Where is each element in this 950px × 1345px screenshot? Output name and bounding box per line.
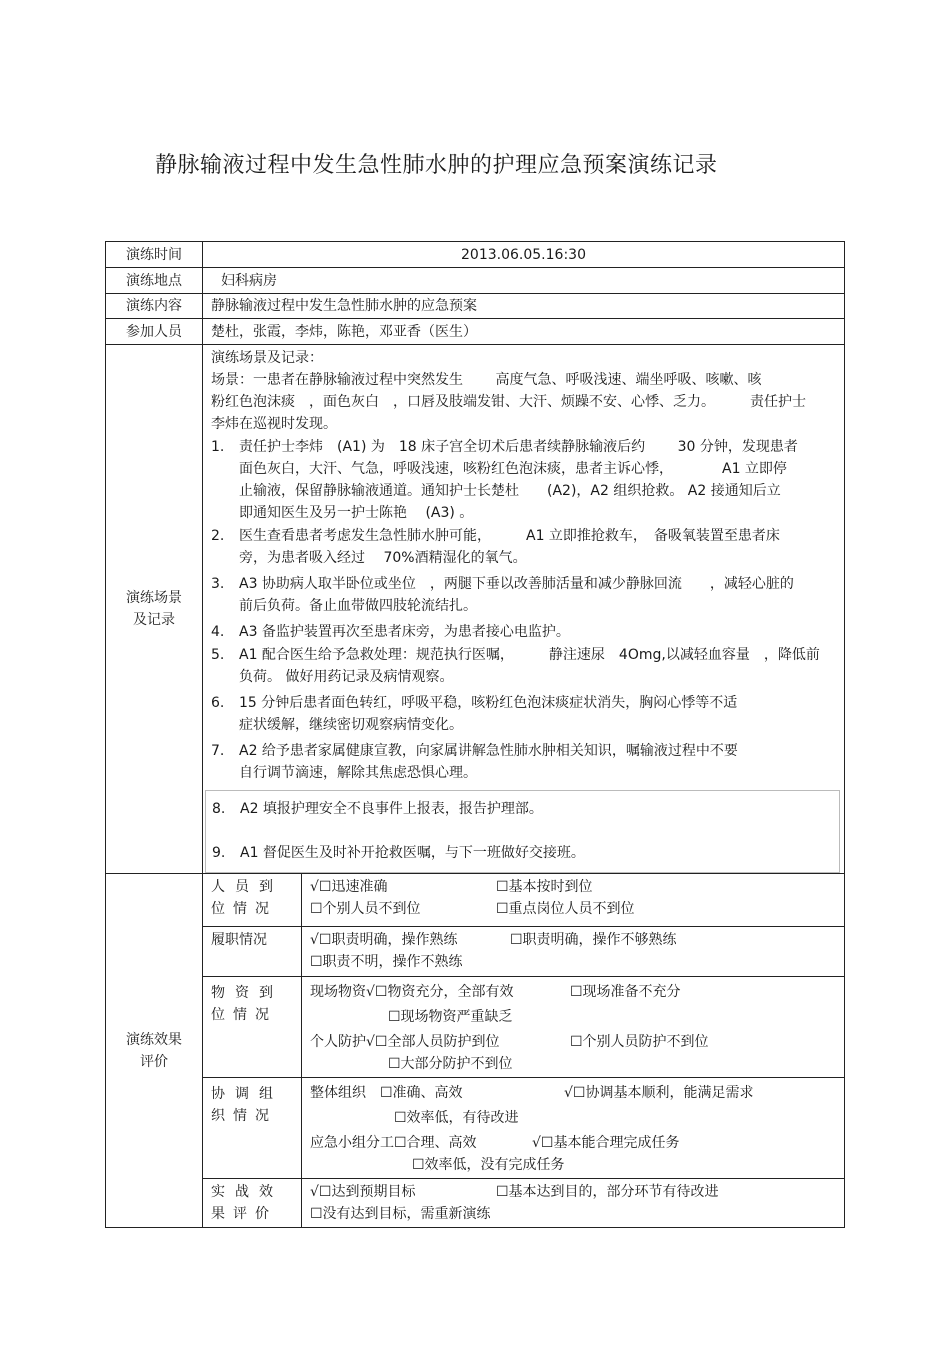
supplies-option[interactable]: 现场物资√☐物资充分，全部有效	[310, 984, 514, 1000]
row-scene	[106, 345, 845, 874]
step-number: 5.	[211, 647, 225, 663]
step-line: A2 给予患者家属健康宣教，向家属讲解急性肺水肿相关知识，嘱输液过程中不要	[239, 743, 738, 759]
personnel-option[interactable]: ☐基本按时到位	[496, 879, 593, 895]
row-time	[106, 242, 845, 268]
scene-label-line1: 演练场景	[126, 590, 182, 606]
coordination-option[interactable]: √☐协调基本顺利，能满足需求	[564, 1085, 754, 1101]
step-line: 医生查看患者考虑发生急性肺水肿可能， A1 立即推抢救车， 备吸氧装置至患者床	[239, 528, 780, 544]
step-number: 3.	[211, 576, 225, 592]
step-9	[212, 842, 839, 864]
coordination-option[interactable]: 应急小组分工☐合理、高效	[310, 1135, 477, 1151]
step-8	[212, 798, 839, 820]
personnel-options	[302, 874, 845, 927]
duty-option[interactable]: ☐职责明确，操作不够熟练	[510, 932, 677, 948]
step-3	[211, 573, 838, 617]
personnel-option[interactable]: ☐个别人员不到位	[310, 901, 421, 917]
row-eval-personnel	[106, 874, 845, 927]
scene-label	[106, 345, 203, 874]
step-line: 负荷。 做好用药记录及病情观察。	[239, 669, 454, 685]
step-number: 8.	[212, 801, 226, 817]
place-value: 妇科病房	[203, 268, 845, 294]
step-number: 2.	[211, 528, 225, 544]
coordination-option[interactable]: ☐效率低，没有完成任务	[412, 1157, 565, 1173]
step-line: 旁，为患者吸入经过 70%酒精湿化的氧气。	[239, 550, 527, 566]
personnel-option[interactable]: ☐重点岗位人员不到位	[496, 901, 635, 917]
step-line: 15 分钟后患者面色转红，呼吸平稳，咳粉红色泡沫痰症状消失，胸闷心悸等不适	[239, 695, 738, 711]
personnel-label: 人员到位情况	[203, 874, 302, 927]
people-value: 楚杜，张霞，李炜，陈艳，邓亚香（医生）	[203, 319, 845, 345]
step-line: A1 配合医生给予急救处理：规范执行医嘱， 静注速尿 4Omg,以减轻血容量 ，降低前	[239, 647, 820, 663]
step-number: 7.	[211, 743, 225, 759]
coordination-option[interactable]: √☐基本能合理完成任务	[532, 1135, 680, 1151]
effect-option[interactable]: √☐达到预期目标	[310, 1184, 416, 1200]
drill-record-table	[105, 241, 845, 1228]
supplies-options	[302, 977, 845, 1078]
evaluation-label	[106, 874, 203, 1228]
effect-options	[302, 1179, 845, 1228]
supplies-option[interactable]: ☐个别人员防护不到位	[570, 1034, 709, 1050]
place-label: 演练地点	[106, 268, 203, 294]
time-value: 2013.06.05.16:30	[203, 242, 845, 268]
supplies-option[interactable]: ☐现场准备不充分	[570, 984, 681, 1000]
step-number: 4.	[211, 624, 225, 640]
duty-options	[302, 927, 845, 977]
step-line: A3 备监护装置再次至患者床旁，为患者接心电监护。	[239, 624, 570, 640]
content-value: 静脉输液过程中发生急性肺水肿的应急预案	[203, 294, 845, 319]
step-line: A3 协助病人取半卧位或坐位 ，两腿下垂以改善肺活量和减少静脉回流 ，减轻心脏的	[239, 576, 794, 592]
supplies-option[interactable]: ☐大部分防护不到位	[388, 1056, 513, 1072]
effect-option[interactable]: ☐基本达到目的，部分环节有待改进	[496, 1184, 719, 1200]
coordination-label: 协调组织情况	[203, 1078, 302, 1179]
step-number: 1.	[211, 439, 225, 455]
time-label: 演练时间	[106, 242, 203, 268]
personnel-option[interactable]: √☐迅速准确	[310, 879, 388, 895]
supplies-label: 物资到位情况	[203, 977, 302, 1078]
people-label: 参加人员	[106, 319, 203, 345]
scene-intro-line1: 场景：一患者在静脉输液过程中突然发生 高度气急、呼吸浅速、端坐呼吸、咳嗽、咳	[211, 372, 762, 388]
duty-label: 履职情况	[203, 927, 302, 977]
coordination-options	[302, 1078, 845, 1179]
row-eval-coordination	[106, 1078, 845, 1179]
step-1	[211, 436, 838, 524]
step-7	[211, 740, 838, 784]
row-eval-duty	[106, 927, 845, 977]
evaluation-label-line1: 演练效果	[126, 1031, 182, 1048]
scene-intro-line2: 粉红色泡沫痰 ，面色灰白 ，口唇及肢端发钳、大汗、烦躁不安、心悸、乏力。 责任护士	[211, 394, 806, 410]
duty-option[interactable]: ☐职责不明，操作不熟练	[310, 954, 463, 970]
coordination-option[interactable]: ☐效率低，有待改进	[394, 1110, 519, 1126]
duty-option[interactable]: √☐职责明确，操作熟练	[310, 932, 458, 948]
row-eval-effect	[106, 1179, 845, 1228]
step-line: A2 填报护理安全不良事件上报表，报告护理部。	[240, 801, 543, 817]
row-place	[106, 268, 845, 294]
row-people	[106, 319, 845, 345]
page-title: 静脉输液过程中发生急性肺水肿的护理应急预案演练记录	[155, 153, 718, 178]
step-5	[211, 644, 838, 688]
step-2	[211, 525, 838, 569]
row-eval-supplies	[106, 977, 845, 1078]
step-line: 即通知医生及另一护士陈艳 (A3) 。	[239, 505, 474, 521]
step-4	[211, 621, 838, 643]
boxed-steps	[205, 790, 840, 873]
effect-label: 实战效果评价	[203, 1179, 302, 1228]
scene-record	[203, 345, 845, 874]
effect-option[interactable]: ☐没有达到目标，需重新演练	[310, 1206, 491, 1222]
step-number: 6.	[211, 695, 225, 711]
supplies-option[interactable]: 个人防护√☐全部人员防护到位	[310, 1034, 500, 1050]
supplies-option[interactable]: ☐现场物资严重缺乏	[388, 1009, 513, 1025]
step-line: 止输液，保留静脉输液通道。通知护士长楚杜 (A2)，A2 组织抢救。 A2 接通知后立	[239, 483, 781, 499]
step-line: A1 督促医生及时补开抢救医嘱，与下一班做好交接班。	[240, 845, 585, 861]
step-line: 症状缓解，继续密切观察病情变化。	[239, 717, 463, 733]
scene-intro-line3: 李炜在巡视时发现。	[211, 416, 337, 432]
scene-heading: 演练场景及记录：	[211, 350, 323, 366]
step-6	[211, 692, 838, 736]
step-line: 责任护士李炜 (A1) 为 18 床子宫全切术后患者续静脉输液后约 30 分钟，发现患者	[239, 439, 798, 455]
step-line: 前后负荷。备止血带做四肢轮流结扎。	[239, 598, 477, 614]
step-number: 9.	[212, 845, 226, 861]
row-content	[106, 294, 845, 319]
coordination-option[interactable]: 整体组织 ☐准确、高效	[310, 1085, 463, 1101]
content-label: 演练内容	[106, 294, 203, 319]
step-line: 自行调节滴速，解除其焦虑恐惧心理。	[239, 765, 477, 781]
scene-label-line2: 及记录	[133, 612, 175, 628]
evaluation-label-line2: 评价	[140, 1053, 168, 1070]
step-line: 面色灰白，大汗、气急，呼吸浅速，咳粉红色泡沫痰，患者主诉心悸， A1 立即停	[239, 461, 787, 477]
